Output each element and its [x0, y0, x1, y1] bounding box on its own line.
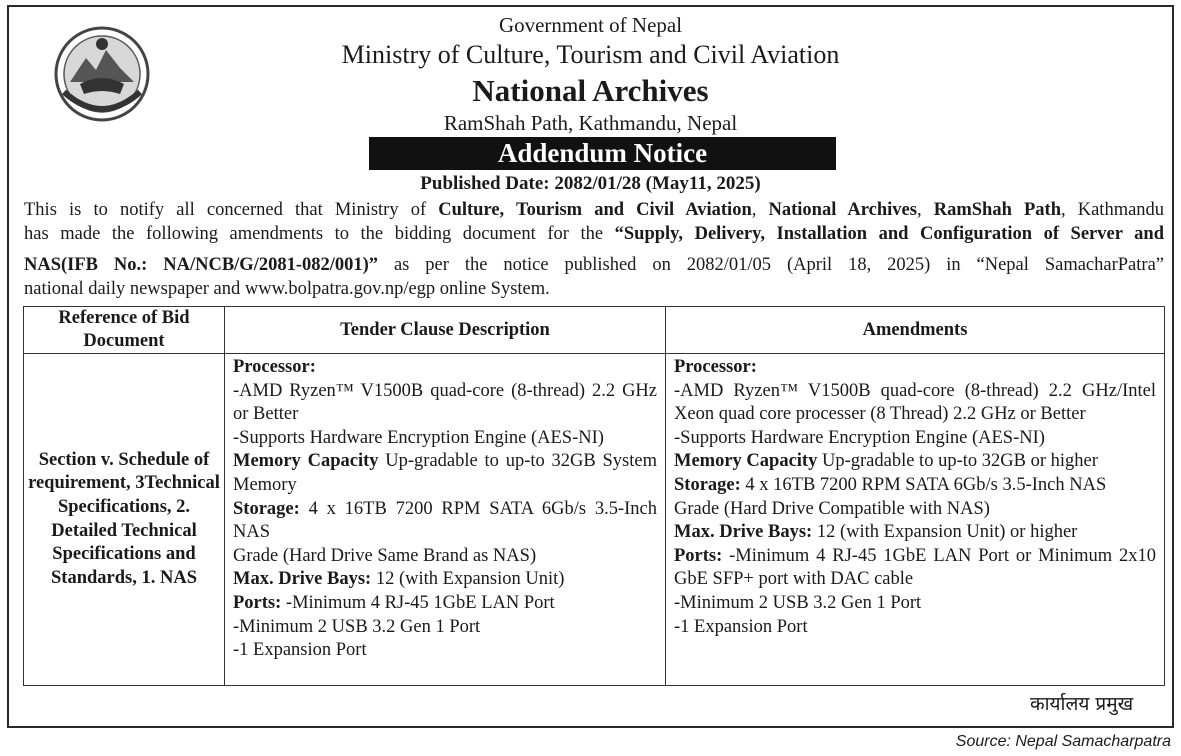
published-date: Published Date: 2082/01/28 (May11, 2025): [420, 173, 761, 194]
amendment-table: [23, 306, 1165, 686]
header-reference: Reference of Bid Document: [24, 307, 225, 354]
notice-title-banner: Addendum Notice: [369, 137, 836, 170]
office-heading: National Archives: [472, 73, 709, 108]
source-credit: Source: Nepal Samacharpatra: [955, 733, 1171, 750]
amendment-cell: Processor: -AMD Ryzen™ V1500B quad-core (8-thread) 2.2 GHz/Intel Xeon quad core processer (8 Thread) 2.2 GHz or Better -Supports Hardware Encryption Engine (AES-NI) Memory Capacity Up-gradable to up-to 32GB or higher Storage: 4 x 16TB 7200 RPM SATA 6Gb/s 3.5-Inch NAS Grade (Hard Drive Compatible with NAS) Max. Drive Bays: 12 (with Expansion Unit) or higher Ports: -Minimum 4 RJ-45 1GbE LAN Port or Minimum 2x10 GbE SFP+ port with DAC cable -Minimum 2 USB 3.2 Gen 1 Port -1 Expansion Port: [666, 354, 1165, 686]
tender-clause-cell: Processor: -AMD Ryzen™ V1500B quad-core (8-thread) 2.2 GHz or Better -Supports Hardware Encryption Engine (AES-NI) Memory Capacity Up-gradable to up-to 32GB System Memory Storage: 4 x 16TB 7200 RPM SATA 6Gb/s 3.5-Inch NAS Grade (Hard Drive Same Brand as NAS) Max. Drive Bays: 12 (with Expansion Unit) Ports: -Minimum 4 RJ-45 1GbE LAN Port -Minimum 2 USB 3.2 Gen 1 Port -1 Expansion Port: [225, 354, 666, 686]
intro-line-2: has made the following amendments to the bidding document for the “Supply, Delivery, Installation and Configuration of Server and: [24, 224, 1164, 244]
table-row: [24, 354, 1165, 686]
intro-line-4: national daily newspaper and www.bolpatra.gov.np/egp online System.: [24, 279, 550, 299]
office-chief-signature: कार्यालय प्रमुख: [1030, 693, 1134, 715]
table-header-row: [24, 307, 1165, 354]
government-heading: Government of Nepal: [498, 13, 683, 37]
address-heading: RamShah Path, Kathmandu, Nepal: [443, 111, 738, 135]
intro-paragraph: [24, 198, 1164, 301]
ministry-heading: Ministry of Culture, Tourism and Civil Aviation: [341, 40, 840, 69]
reference-cell: Section v. Schedule of requirement, 3Technical Specifications, 2. Detailed Technical Specifications and Standards, 1. NAS: [24, 354, 225, 686]
intro-line-1: This is to notify all concerned that Ministry of Culture, Tourism and Civil Aviation, National Archives, RamShah Path, Kathmandu: [24, 200, 1165, 220]
header-tender-clause: Tender Clause Description: [225, 307, 666, 354]
header-amendments: Amendments: [666, 307, 1165, 354]
intro-line-3: NAS(IFB No.: NA/NCB/G/2081-082/001)” as per the notice published on 2082/01/05 (April 18, 2025) in “Nepal SamacharPatra”: [24, 255, 1164, 275]
